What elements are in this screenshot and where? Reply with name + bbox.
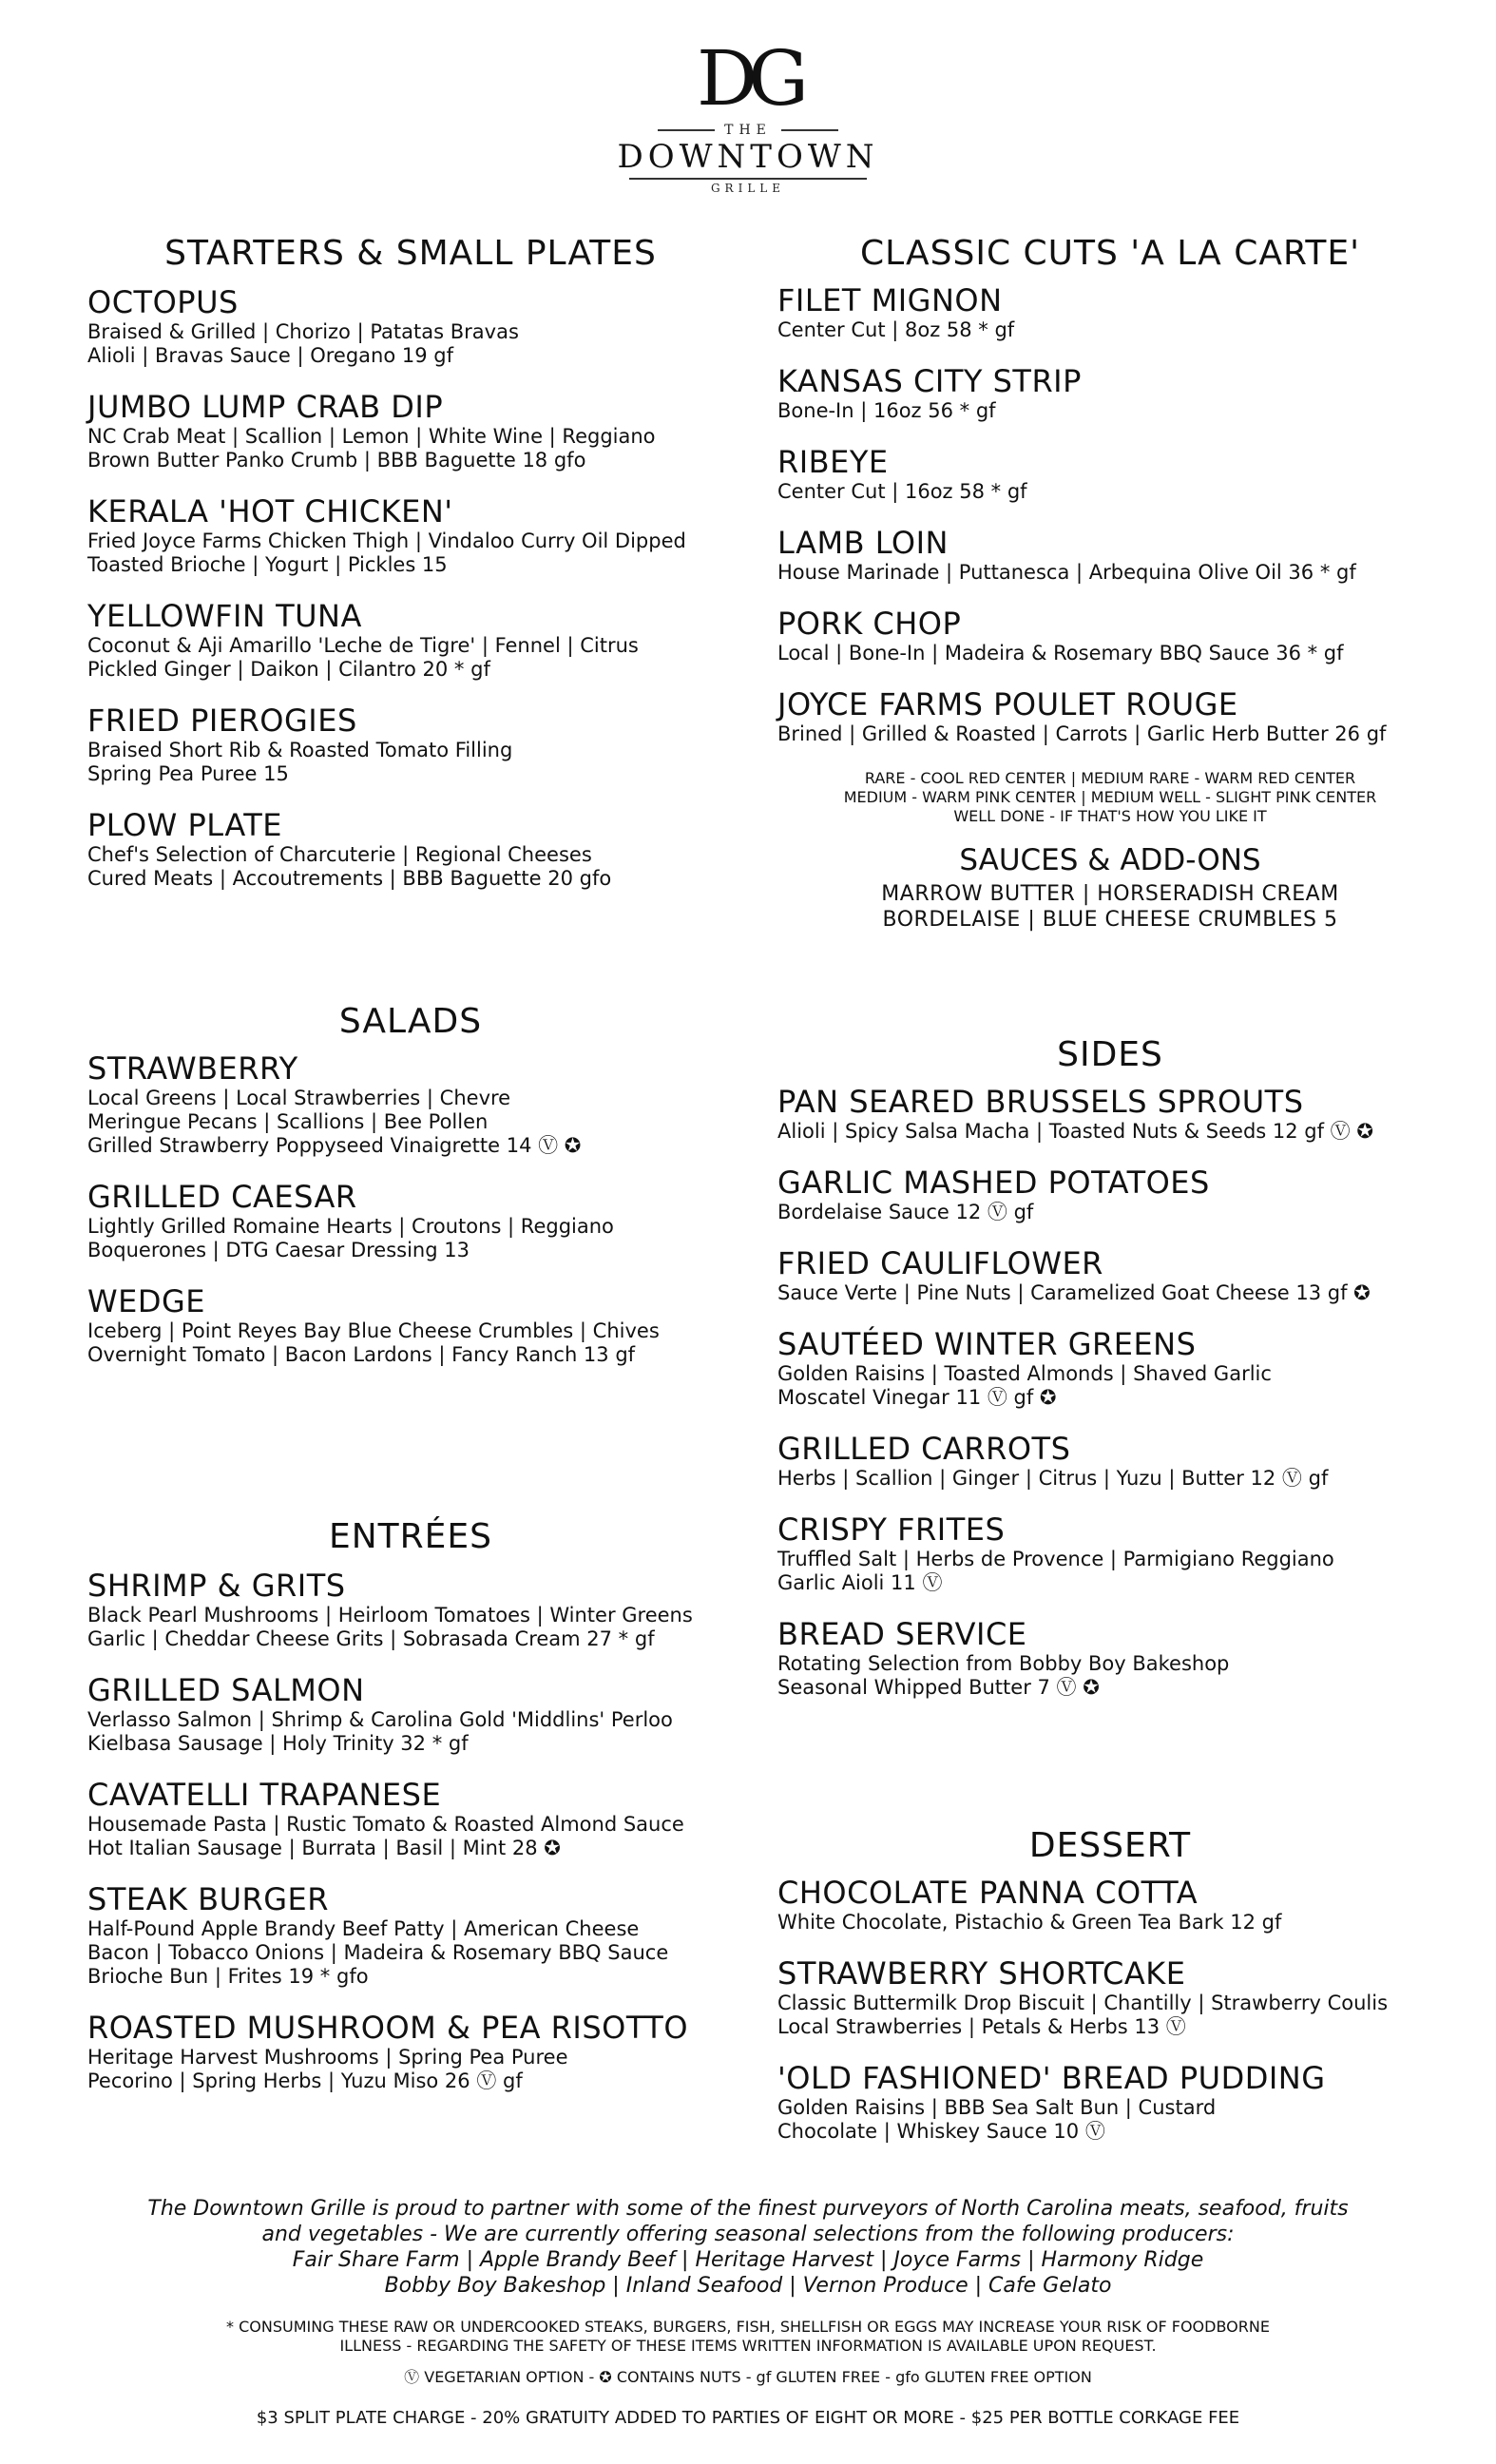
menu-item-description xyxy=(87,739,734,786)
menu-item-description xyxy=(777,1548,1443,1595)
menu-item-description-line: Meringue Pecans | Scallions | Bee Pollen xyxy=(87,1110,489,1133)
menu-item-description xyxy=(777,1652,1443,1700)
menu-item-description xyxy=(87,1604,734,1651)
menu-item-description-line: Center Cut | 8oz 58 * gf xyxy=(777,318,1015,341)
doneness-guide xyxy=(777,769,1443,826)
menu-item-name: STEAK BURGER xyxy=(87,1881,329,1917)
menu-item-description-line: Kielbasa Sausage | Holy Trinity 32 * gf xyxy=(87,1732,469,1755)
menu-item-description-line: Housemade Pasta | Rustic Tomato & Roasted Almond Sauce xyxy=(87,1813,684,1836)
menu-item-description-line: Iceberg | Point Reyes Bay Blue Cheese Crumbles | Chives xyxy=(87,1319,660,1342)
logo-the: THE xyxy=(724,123,772,138)
consumption-warning xyxy=(0,2318,1496,2356)
menu-item-description-line: White Chocolate, Pistachio & Green Tea Bark 12 gf xyxy=(777,1911,1282,1934)
menu-item-description xyxy=(87,1708,734,1756)
entrees-list xyxy=(87,1568,734,2093)
menu-item-description-line: Chocolate | Whiskey Sauce 10 Ⓥ xyxy=(777,2120,1105,2143)
menu-item-description xyxy=(777,1911,1443,1935)
menu-item-description xyxy=(87,2046,734,2093)
menu-item-name: SHRIMP & GRITS xyxy=(87,1568,346,1604)
menu-item xyxy=(87,493,734,577)
dietary-legend: Ⓥ VEGETARIAN OPTION - ✪ CONTAINS NUTS - gf GLUTEN FREE - gfo GLUTEN FREE OPTION xyxy=(404,2368,1092,2386)
menu-item-description-line: NC Crab Meat | Scallion | Lemon | White Wine | Reggiano xyxy=(87,425,656,448)
cuts-section xyxy=(777,233,1443,933)
menu-item-name: FILET MIGNON xyxy=(777,282,1003,318)
menu-item-description-line: Golden Raisins | BBB Sea Salt Bun | Custard xyxy=(777,2096,1217,2119)
menu-item-name: WEDGE xyxy=(87,1283,206,1319)
menu-item-description xyxy=(87,634,734,682)
menu-item-description-line: Alioli | Spicy Salsa Macha | Toasted Nuts & Seeds 12 gf Ⓥ ✪ xyxy=(777,1120,1373,1143)
menu-item-description-line: Local Strawberries | Petals & Herbs 13 Ⓥ xyxy=(777,2015,1186,2038)
menu-item-name: ROASTED MUSHROOM & PEA RISOTTO xyxy=(87,2010,689,2046)
restaurant-logo xyxy=(0,34,1496,195)
partner-line: The Downtown Grille is proud to partner with some of the finest purveyors of North Carolina meats, seafood, fruits xyxy=(147,2197,1349,2221)
menu-item-description-line: Bone-In | 16oz 56 * gf xyxy=(777,399,996,422)
menu-item-name: CRISPY FRITES xyxy=(777,1511,1006,1548)
dessert-section xyxy=(777,1825,1443,2144)
menu-item xyxy=(777,1875,1443,1935)
menu-item-name: YELLOWFIN TUNA xyxy=(87,598,362,634)
menu-item-description-line: Local | Bone-In | Madeira & Rosemary BBQ Sauce 36 * gf xyxy=(777,642,1344,664)
menu-item xyxy=(777,2060,1443,2144)
menu-item-description-line: Spring Pea Puree 15 xyxy=(87,762,289,785)
menu-item-description-line: Braised & Grilled | Chorizo | Patatas Bravas xyxy=(87,320,519,343)
logo-divider xyxy=(629,178,867,180)
section-title-sides: SIDES xyxy=(1057,1035,1163,1074)
menu-item xyxy=(777,1511,1443,1595)
logo-monogram: DG xyxy=(696,34,800,123)
menu-item-description xyxy=(87,529,734,577)
menu-item-name: FRIED PIEROGIES xyxy=(87,703,357,739)
menu-item xyxy=(777,363,1443,423)
menu-item-description xyxy=(87,320,734,368)
warning-line: * CONSUMING THESE RAW OR UNDERCOOKED STEAKS, BURGERS, FISH, SHELLFISH OR EGGS MAY INCREASE YOUR RISK OF FOODBORNE xyxy=(226,2318,1270,2336)
menu-item-name: CHOCOLATE PANNA COTTA xyxy=(777,1875,1199,1911)
menu-item-description-line: Pecorino | Spring Herbs | Yuzu Miso 26 Ⓥ gf xyxy=(87,2069,523,2092)
menu-item xyxy=(87,1777,734,1860)
menu-item-description-line: Golden Raisins | Toasted Almonds | Shaved Garlic xyxy=(777,1362,1272,1385)
menu-item-description xyxy=(87,425,734,472)
logo-sub: GRILLE xyxy=(710,182,786,195)
menu-item xyxy=(87,807,734,891)
menu-item-name: PAN SEARED BRUSSELS SPROUTS xyxy=(777,1084,1304,1120)
menu-item-description-line: Heritage Harvest Mushrooms | Spring Pea Puree xyxy=(87,2046,568,2069)
menu-item-name: JUMBO LUMP CRAB DIP xyxy=(87,389,444,425)
menu-item-description-line: Brown Butter Panko Crumb | BBB Baguette 18 gfo xyxy=(87,449,586,472)
menu-footer xyxy=(0,2196,1496,2428)
menu-item xyxy=(777,444,1443,504)
menu-item-name: CAVATELLI TRAPANESE xyxy=(87,1777,442,1813)
menu-item xyxy=(777,282,1443,342)
menu-item-description-line: Overnight Tomato | Bacon Lardons | Fancy Ranch 13 gf xyxy=(87,1343,636,1366)
sauces-list xyxy=(777,881,1443,933)
menu-item-name: RIBEYE xyxy=(777,444,889,480)
menu-item-description-line: Grilled Strawberry Poppyseed Vinaigrette 14 Ⓥ ✪ xyxy=(87,1134,582,1157)
starters-list xyxy=(87,284,734,891)
menu-item-name: KANSAS CITY STRIP xyxy=(777,363,1082,399)
salads-section xyxy=(87,1001,734,1367)
menu-item-name: GRILLED SALMON xyxy=(87,1672,365,1708)
menu-item-description-line: Cured Meats | Accoutrements | BBB Baguette 20 gfo xyxy=(87,867,612,890)
menu-item-name: LAMB LOIN xyxy=(777,525,949,561)
menu-item-name: PLOW PLATE xyxy=(87,807,283,843)
menu-item xyxy=(777,686,1443,746)
menu-item-description xyxy=(777,318,1443,342)
menu-item xyxy=(87,1179,734,1262)
menu-item xyxy=(777,1084,1443,1144)
doneness-line: MEDIUM - WARM PINK CENTER | MEDIUM WELL - SLIGHT PINK CENTER xyxy=(843,788,1377,806)
menu-item-description xyxy=(777,1362,1443,1410)
section-title-cuts: CLASSIC CUTS 'A LA CARTE' xyxy=(859,234,1361,273)
menu-item-name: OCTOPUS xyxy=(87,284,239,320)
menu-item xyxy=(87,703,734,786)
menu-item xyxy=(87,2010,734,2093)
menu-item-description-line: Classic Buttermilk Drop Biscuit | Chantilly | Strawberry Coulis xyxy=(777,1992,1389,2014)
menu-item-description xyxy=(87,1319,734,1367)
menu-item xyxy=(87,1881,734,1989)
menu-item-description xyxy=(87,1917,734,1989)
dessert-list xyxy=(777,1875,1443,2144)
menu-item-name: GARLIC MASHED POTATOES xyxy=(777,1165,1210,1201)
menu-item xyxy=(87,284,734,368)
partner-line: and vegetables - We are currently offering seasonal selections from the following producers: xyxy=(261,2223,1235,2246)
salads-list xyxy=(87,1050,734,1367)
logo-rule-right xyxy=(781,129,838,131)
menu-item-description-line: Braised Short Rib & Roasted Tomato Filling xyxy=(87,739,513,761)
menu-item-description-line: Garlic | Cheddar Cheese Grits | Sobrasada Cream 27 * gf xyxy=(87,1627,655,1650)
menu-item-name: JOYCE FARMS POULET ROUGE xyxy=(777,686,1238,722)
logo-rule-left xyxy=(658,129,715,131)
menu-item-description xyxy=(777,1281,1443,1305)
menu-item-description xyxy=(777,2096,1443,2144)
section-title-dessert: DESSERT xyxy=(1028,1826,1192,1865)
menu-item-name: PORK CHOP xyxy=(777,606,962,642)
menu-item xyxy=(777,1165,1443,1224)
menu-item xyxy=(87,1283,734,1367)
menu-item-description-line: Moscatel Vinegar 11 Ⓥ gf ✪ xyxy=(777,1386,1057,1409)
menu-item-description xyxy=(777,1201,1443,1224)
section-title-starters: STARTERS & SMALL PLATES xyxy=(164,234,657,273)
partner-line: Fair Share Farm | Apple Brandy Beef | Heritage Harvest | Joyce Farms | Harmony Ridge xyxy=(292,2248,1204,2272)
menu-item xyxy=(777,606,1443,665)
menu-item-description-line: Bordelaise Sauce 12 Ⓥ gf xyxy=(777,1201,1034,1223)
menu-item xyxy=(777,1955,1443,2039)
menu-item xyxy=(87,1568,734,1651)
menu-item-description-line: Sauce Verte | Pine Nuts | Caramelized Goat Cheese 13 gf ✪ xyxy=(777,1281,1371,1304)
starters-section xyxy=(87,233,734,891)
section-title-salads: SALADS xyxy=(338,1002,483,1041)
menu-item xyxy=(87,598,734,682)
menu-item-description-line: Alioli | Bravas Sauce | Oregano 19 gf xyxy=(87,344,453,367)
menu-item-description-line: Herbs | Scallion | Ginger | Citrus | Yuzu | Butter 12 Ⓥ gf xyxy=(777,1467,1329,1490)
doneness-line: WELL DONE - IF THAT'S HOW YOU LIKE IT xyxy=(953,807,1267,825)
menu-item-description-line: Boquerones | DTG Caesar Dressing 13 xyxy=(87,1239,470,1261)
menu-item-name: STRAWBERRY SHORTCAKE xyxy=(777,1955,1186,1992)
menu-item-description xyxy=(777,642,1443,665)
menu-item-description xyxy=(777,1120,1443,1144)
sides-list xyxy=(777,1084,1443,1700)
entrees-section xyxy=(87,1516,734,2093)
menu-item xyxy=(87,389,734,472)
menu-item-description xyxy=(87,1813,734,1860)
menu-item-description-line: Coconut & Aji Amarillo 'Leche de Tigre' | Fennel | Citrus xyxy=(87,634,639,657)
doneness-line: RARE - COOL RED CENTER | MEDIUM RARE - WARM RED CENTER xyxy=(864,769,1356,787)
menu-item-description-line: Half-Pound Apple Brandy Beef Patty | American Cheese xyxy=(87,1917,640,1940)
menu-item-description xyxy=(777,1467,1443,1491)
menu-item-description xyxy=(777,561,1443,585)
menu-item-description-line: Hot Italian Sausage | Burrata | Basil | Mint 28 ✪ xyxy=(87,1837,561,1859)
menu-item-description xyxy=(777,480,1443,504)
menu-item-description xyxy=(777,1992,1443,2039)
menu-item-description xyxy=(87,843,734,891)
menu-item-description-line: Brined | Grilled & Roasted | Carrots | Garlic Herb Butter 26 gf xyxy=(777,722,1387,745)
menu-item-description-line: Local Greens | Local Strawberries | Chevre xyxy=(87,1087,511,1109)
menu-item-description-line: Garlic Aioli 11 Ⓥ xyxy=(777,1571,943,1594)
menu-item-name: SAUTÉED WINTER GREENS xyxy=(777,1326,1197,1362)
menu-item xyxy=(777,1245,1443,1305)
menu-item-description xyxy=(777,722,1443,746)
menu-item-description-line: House Marinade | Puttanesca | Arbequina Olive Oil 36 * gf xyxy=(777,561,1356,584)
menu-item-description-line: Fried Joyce Farms Chicken Thigh | Vindaloo Curry Oil Dipped xyxy=(87,529,686,552)
menu-item-description-line: Truffled Salt | Herbs de Provence | Parmigiano Reggiano xyxy=(777,1548,1334,1570)
partner-line: Bobby Boy Bakeshop | Inland Seafood | Vernon Produce | Cafe Gelato xyxy=(384,2274,1112,2298)
sides-section xyxy=(777,1034,1443,1700)
menu-item-name: GRILLED CAESAR xyxy=(87,1179,357,1215)
menu-item-description-line: Chef's Selection of Charcuterie | Regional Cheeses xyxy=(87,843,592,866)
menu-item-name: KERALA 'HOT CHICKEN' xyxy=(87,493,453,529)
sauces-line: BORDELAISE | BLUE CHEESE CRUMBLES 5 xyxy=(882,908,1338,932)
menu-item-description-line: Rotating Selection from Bobby Boy Bakeshop xyxy=(777,1652,1230,1675)
menu-item-description-line: Seasonal Whipped Butter 7 Ⓥ ✪ xyxy=(777,1676,1100,1699)
menu-item-description-line: Center Cut | 16oz 58 * gf xyxy=(777,480,1027,503)
menu-item-name: GRILLED CARROTS xyxy=(777,1431,1071,1467)
menu-item-description xyxy=(87,1215,734,1262)
menu-item-name: STRAWBERRY xyxy=(87,1050,298,1087)
menu-item xyxy=(87,1050,734,1158)
menu-item-name: 'OLD FASHIONED' BREAD PUDDING xyxy=(777,2060,1326,2096)
menu-item xyxy=(777,1616,1443,1700)
menu-item-name: BREAD SERVICE xyxy=(777,1616,1027,1652)
section-title-entrees: ENTRÉES xyxy=(328,1517,493,1556)
service-charges: $3 SPLIT PLATE CHARGE - 20% GRATUITY ADDED TO PARTIES OF EIGHT OR MORE - $25 PER BOTTLE CORKAGE FEE xyxy=(256,2408,1240,2428)
menu-item-description xyxy=(777,399,1443,423)
menu-item xyxy=(87,1672,734,1756)
menu-item-description-line: Bacon | Tobacco Onions | Madeira & Rosemary BBQ Sauce xyxy=(87,1941,669,1964)
sauces-title: SAUCES & ADD-ONS xyxy=(959,843,1261,877)
sauces-line: MARROW BUTTER | HORSERADISH CREAM xyxy=(881,882,1339,906)
menu-item xyxy=(777,1326,1443,1410)
warning-line: ILLNESS - REGARDING THE SAFETY OF THESE ITEMS WRITTEN INFORMATION IS AVAILABLE UPON REQUEST. xyxy=(339,2337,1157,2355)
cuts-list xyxy=(777,282,1443,746)
menu-item-description-line: Verlasso Salmon | Shrimp & Carolina Gold 'Middlins' Perloo xyxy=(87,1708,673,1731)
logo-name: DOWNTOWN xyxy=(617,138,879,176)
menu-item-description-line: Black Pearl Mushrooms | Heirloom Tomatoes | Winter Greens xyxy=(87,1604,693,1627)
menu-item xyxy=(777,1431,1443,1491)
partner-statement xyxy=(0,2196,1496,2299)
menu-item-description-line: Pickled Ginger | Daikon | Cilantro 20 * gf xyxy=(87,658,490,681)
menu-item-description-line: Lightly Grilled Romaine Hearts | Croutons | Reggiano xyxy=(87,1215,614,1238)
menu-item-description-line: Toasted Brioche | Yogurt | Pickles 15 xyxy=(87,553,448,576)
menu-item-description-line: Brioche Bun | Frites 19 * gfo xyxy=(87,1965,369,1988)
menu-item-name: FRIED CAULIFLOWER xyxy=(777,1245,1103,1281)
menu-item-description xyxy=(87,1087,734,1158)
menu-item xyxy=(777,525,1443,585)
